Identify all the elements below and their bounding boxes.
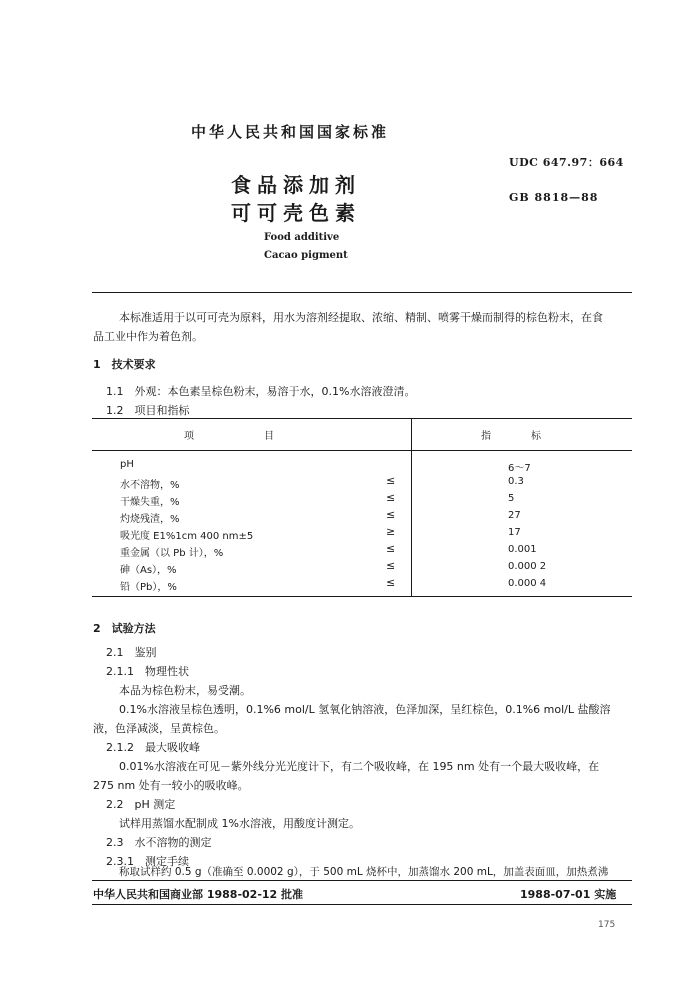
clause-2-3: 2.3 水不溶物的测定 bbox=[106, 836, 212, 849]
clause-2-1-1: 2.1.1 物理性状 bbox=[106, 665, 189, 678]
table-row-comparator: ≥ bbox=[386, 525, 396, 538]
approval-line: 中华人民共和国商业部 1988-02-12 批准 bbox=[93, 888, 304, 901]
clause-2-1-2-text-line2: 275 nm 处有一较小的吸收峰。 bbox=[93, 779, 249, 792]
page-number: 175 bbox=[598, 920, 616, 930]
table-row-value: 5 bbox=[508, 493, 515, 504]
document-title-en-line1: Food additive bbox=[264, 232, 340, 243]
clause-2-2-text: 试样用蒸馏水配制成 1%水溶液，用酸度计测定。 bbox=[119, 817, 360, 830]
table-header-rule bbox=[92, 450, 632, 451]
table-row-value: 17 bbox=[508, 527, 521, 538]
document-title-cn-line2: 可可壳色素 bbox=[231, 201, 361, 225]
table-row-name: 吸光度 E1%1cm 400 nm±5 bbox=[120, 531, 254, 542]
table-row-comparator: ≤ bbox=[386, 474, 396, 487]
section-1-heading: 1 技术要求 bbox=[93, 358, 156, 371]
clause-2-3-1: 2.3.1 测定手续 bbox=[106, 855, 189, 868]
table-row-name: 重金属（以 Pb 计），% bbox=[120, 548, 224, 559]
document-title-en-line2: Cacao pigment bbox=[264, 250, 348, 261]
table-row-name: 灼烧残渣，% bbox=[120, 514, 180, 525]
table-row-value: 0.000 2 bbox=[508, 561, 547, 572]
table-top-rule bbox=[92, 418, 632, 419]
table-row-name: 铅（Pb），% bbox=[120, 582, 177, 593]
table-row-value: 6～7 bbox=[508, 463, 531, 474]
clause-2-3-1-text: 称取试样约 0.5 g（准确至 0.0002 g），于 500 mL 烧杯中，加蒸馏水 200 mL，加盖表面皿，加热煮沸 bbox=[119, 866, 609, 878]
table-header-item: 项 目 bbox=[184, 431, 274, 442]
implementation-date: 1988-07-01 实施 bbox=[520, 888, 617, 901]
udc-code: UDC 647.97：664 bbox=[509, 156, 624, 169]
footer-rule-bottom bbox=[92, 904, 632, 905]
table-row-value: 0.001 bbox=[508, 544, 537, 555]
table-row-name: pH bbox=[120, 459, 134, 470]
standard-category-title: 中华人民共和国国家标准 bbox=[191, 123, 390, 141]
item-1-2: 1.2 项目和指标 bbox=[106, 404, 190, 417]
table-row-name: 干燥失重，% bbox=[120, 497, 180, 508]
table-row-name: 砷（As），% bbox=[120, 565, 177, 576]
table-row-comparator: ≤ bbox=[386, 491, 396, 504]
clause-2-1-2: 2.1.2 最大吸收峰 bbox=[106, 741, 200, 754]
clause-2-1-1-text2-line2: 液，色泽减淡，呈黄棕色。 bbox=[93, 722, 225, 735]
clause-2-1-1-text: 本品为棕色粉末，易受潮。 bbox=[119, 684, 251, 697]
clause-2-1: 2.1 鉴别 bbox=[106, 646, 157, 659]
clause-2-2: 2.2 pH 测定 bbox=[106, 798, 176, 811]
table-row-comparator: ≤ bbox=[386, 508, 396, 521]
gb-standard-number: GB 8818—88 bbox=[509, 191, 599, 204]
footer-rule-top bbox=[92, 880, 632, 881]
table-row-value: 0.000 4 bbox=[508, 578, 547, 589]
table-row-comparator: ≤ bbox=[386, 576, 396, 589]
table-row-value: 0.3 bbox=[508, 476, 524, 487]
table-row-value: 27 bbox=[508, 510, 521, 521]
section-2-heading: 2 试验方法 bbox=[93, 622, 156, 635]
clause-2-1-1-text2-line1: 0.1%水溶液呈棕色透明，0.1%6 mol/L 氢氧化钠溶液，色泽加深，呈红棕色，0.1%6 mol/L 盐酸溶 bbox=[119, 703, 611, 716]
table-row-comparator: ≤ bbox=[386, 542, 396, 555]
document-title-cn-line1: 食品添加剂 bbox=[231, 173, 361, 197]
table-row-comparator: ≤ bbox=[386, 559, 396, 572]
intro-line-1: 本标准适用于以可可壳为原料，用水为溶剂经提取、浓缩、精制、喷雾干燥而制得的棕色粉末，在食 bbox=[119, 311, 603, 324]
item-1-1: 1.1 外观：本色素呈棕色粉末，易溶于水，0.1%水溶液澄清。 bbox=[106, 385, 416, 398]
table-column-divider bbox=[411, 418, 412, 596]
table-header-index: 指 标 bbox=[481, 431, 541, 442]
clause-2-1-2-text-line1: 0.01%水溶液在可见－紫外线分光光度计下，有二个吸收峰，在 195 nm 处有一个最大吸收峰，在 bbox=[119, 760, 600, 773]
table-row-name: 水不溶物，% bbox=[120, 480, 180, 491]
intro-line-2: 品工业中作为着色剂。 bbox=[93, 330, 203, 343]
header-divider bbox=[92, 292, 632, 293]
table-bottom-rule bbox=[92, 596, 632, 597]
